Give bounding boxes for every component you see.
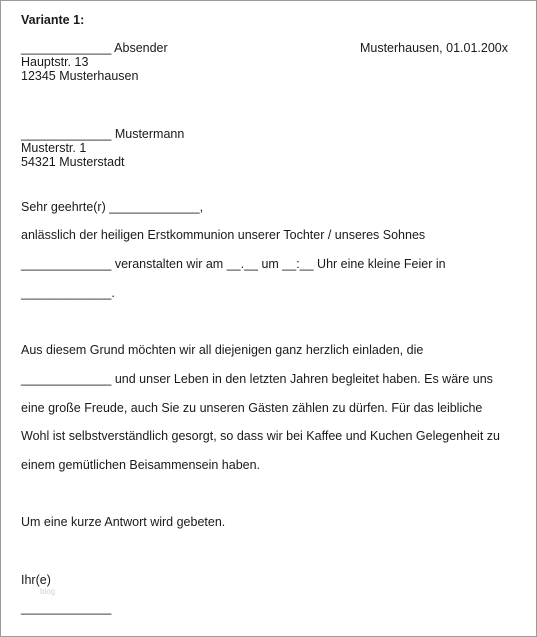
paragraph3: Um eine kurze Antwort wird gebeten. <box>21 515 226 529</box>
paragraph2-line5: einem gemütlichen Beisammensein haben. <box>21 458 261 472</box>
paragraph1-line3: _____________. <box>21 286 115 300</box>
paragraph2-line2: _____________ und unser Leben in den letzten Jahren begleitet haben. Es wäre uns <box>21 372 493 386</box>
closing-greeting: Ihr(e) <box>21 573 51 587</box>
paragraph2-line3: eine große Freude, auch Sie zu unseren Gästen zählen zu dürfen. Für das leibliche <box>21 401 483 415</box>
recipient-street: Musterstr. 1 <box>21 141 87 155</box>
paragraph1-line2: _____________ veranstalten wir am __.__ um __:__ Uhr eine kleine Feier in <box>21 257 446 271</box>
paragraph2-line4: Wohl ist selbstverständlich gesorgt, so dass wir bei Kaffee und Kuchen Gelegenheit zu <box>21 429 500 443</box>
sender-name-line: _____________ Absender <box>21 41 168 55</box>
sender-street: Hauptstr. 13 <box>21 55 89 69</box>
place-date: Musterhausen, 01.01.200x <box>359 41 508 55</box>
paragraph2-line1: Aus diesem Grund möchten wir all diejenigen ganz herzlich einladen, die <box>21 343 424 357</box>
salutation: Sehr geehrte(r) _____________, <box>21 200 204 214</box>
recipient-city: 54321 Musterstadt <box>21 155 125 169</box>
sender-city: 12345 Musterhausen <box>21 69 139 83</box>
signature-line: _____________ <box>21 601 112 615</box>
recipient-name-line: _____________ Mustermann <box>21 127 185 141</box>
watermark: blog <box>40 587 56 596</box>
document-title: Variante 1: <box>21 13 85 27</box>
paragraph1-line1: anlässlich der heiligen Erstkommunion unserer Tochter / unseres Sohnes <box>21 228 426 242</box>
